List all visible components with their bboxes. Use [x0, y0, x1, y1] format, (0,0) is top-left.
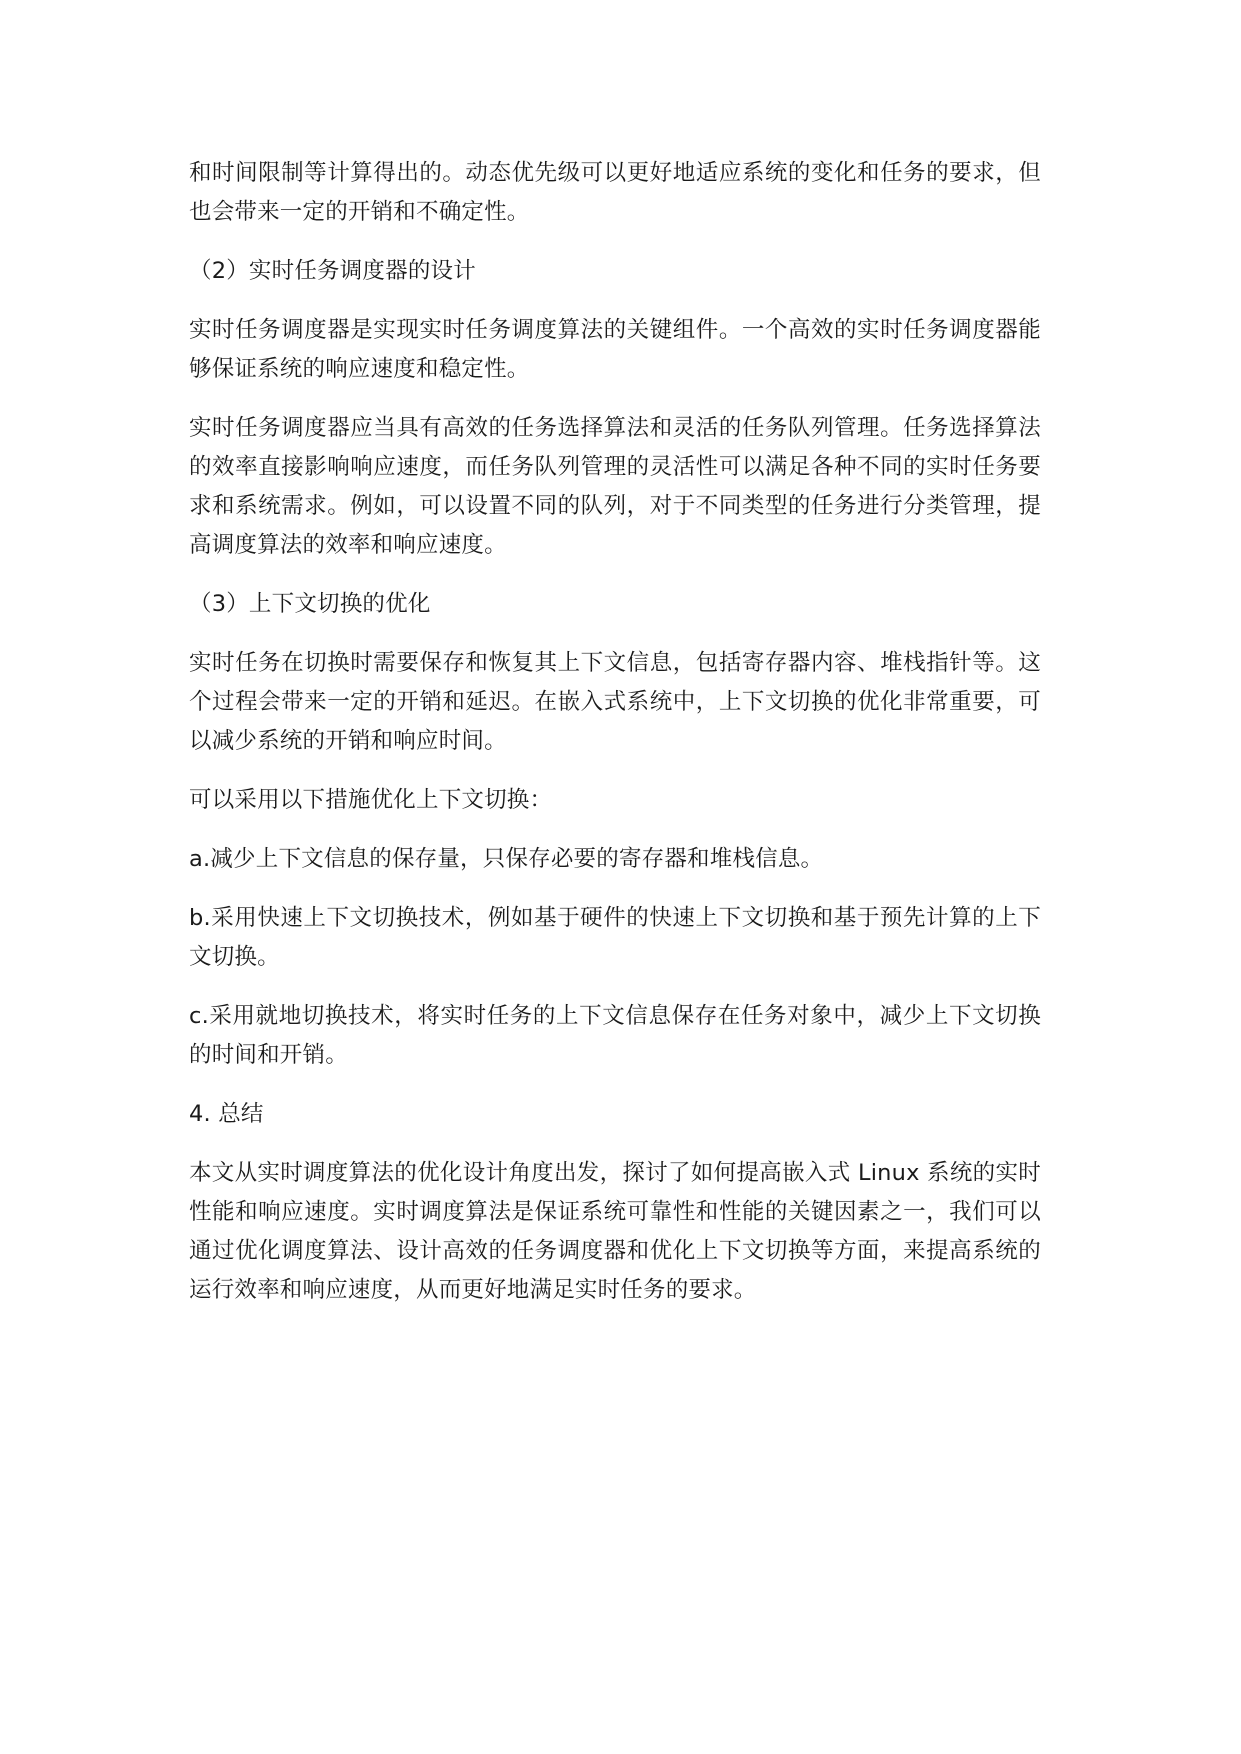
paragraph-scheduler-intro: 实时任务调度器是实现实时任务调度算法的关键组件。一个高效的实时任务调度器能够保证系统的响应速度和稳定性。: [189, 317, 1041, 382]
paragraph-dynamic-priority-continued: 和时间限制等计算得出的。动态优先级可以更好地适应系统的变化和任务的要求，但也会带来一定的开销和不确定性。: [189, 160, 1041, 225]
paragraph-measures-intro: 可以采用以下措施优化上下文切换：: [189, 787, 553, 813]
paragraph-context-switch-intro: 实时任务在切换时需要保存和恢复其上下文信息，包括寄存器内容、堆栈指针等。这个过程会带来一定的开销和延迟。在嵌入式系统中，上下文切换的优化非常重要，可以减少系统的开销和响应时间。: [189, 650, 1041, 754]
document-body: [189, 154, 1041, 1330]
heading-scheduler-design: （2）实时任务调度器的设计: [189, 258, 476, 284]
list-item-c: c.采用就地切换技术，将实时任务的上下文信息保存在任务对象中，减少上下文切换的时间和开销。: [189, 1003, 1041, 1068]
list-item-b: b.采用快速上下文切换技术，例如基于硬件的快速上下文切换和基于预先计算的上下文切换。: [189, 905, 1041, 970]
list-item-a: a.减少上下文信息的保存量，只保存必要的寄存器和堆栈信息。: [189, 846, 824, 872]
paragraph-scheduler-requirements: 实时任务调度器应当具有高效的任务选择算法和灵活的任务队列管理。任务选择算法的效率直接影响响应速度，而任务队列管理的灵活性可以满足各种不同的实时任务要求和系统需求。例如，可以设置不同的队列，对于不同类型的任务进行分类管理，提高调度算法的效率和响应速度。: [189, 415, 1041, 558]
heading-summary: 4. 总结: [189, 1101, 264, 1127]
heading-context-switch: （3）上下文切换的优化: [189, 591, 431, 617]
paragraph-summary: 本文从实时调度算法的优化设计角度出发，探讨了如何提高嵌入式 Linux 系统的实时性能和响应速度。实时调度算法是保证系统可靠性和性能的关键因素之一，我们可以通过优化调度算法、设计高效的任务调度器和优化上下文切换等方面，来提高系统的运行效率和响应速度，从而更好地满足实时任务的要求。: [189, 1160, 1041, 1303]
